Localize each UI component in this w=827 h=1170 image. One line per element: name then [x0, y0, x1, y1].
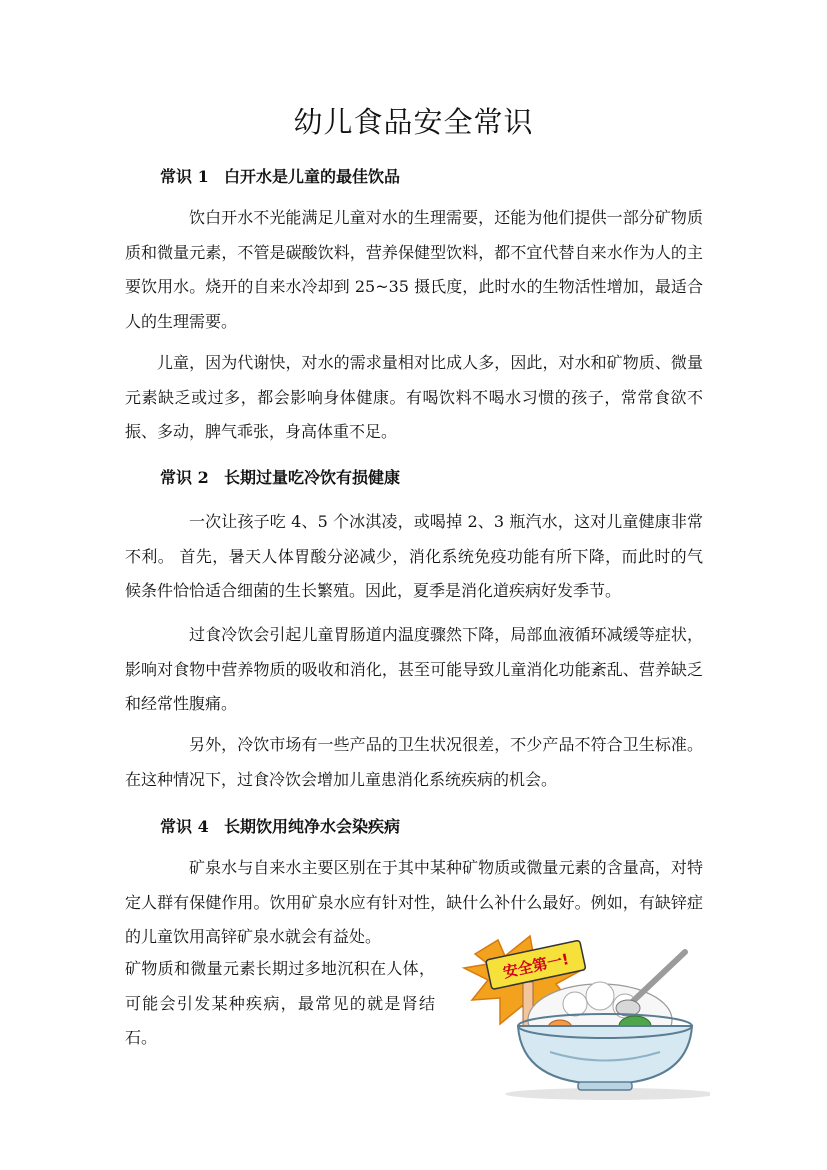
section-title: 长期饮用纯净水会染疾病	[224, 817, 401, 836]
section-title: 白开水是儿童的最佳饮品	[224, 167, 401, 186]
rice-bowl-icon	[460, 934, 710, 1100]
rice-bowl-illustration	[460, 934, 710, 1100]
section-heading-4	[160, 814, 400, 837]
paragraph: 饮白开水不光能满足儿童对水的生理需要，还能为他们提供一部分矿物质质和微量元素，不管是碳酸饮料，营养保健型饮料，都不宜代替自来水作为人的主要饮用水。烧开的自来水冷却到 25~35 摄氏度，此时水的生物活性增加，最适合人的生理需要。	[125, 208, 703, 331]
paragraph: 一次让孩子吃 4、5 个冰淇凌，或喝掉 2、3 瓶汽水，这对儿童健康非常不利。 首先，暑天人体胃酸分泌减少，消化系统免疫功能有所下降，而此时的气候条件恰恰适合细菌的生长繁殖。因此，夏季是消化道疾病好发季节。	[125, 512, 703, 600]
section-number: 常识 4	[160, 817, 209, 836]
paragraph: 矿物质和微量元素长期过多地沉积在人体，可能会引发某种疾病，最常见的就是肾结石。	[125, 959, 435, 1047]
paragraph: 矿泉水与自来水主要区别在于其中某种矿物质或微量元素的含量高，对特定人群有保健作用。饮用矿泉水应有针对性，缺什么补什么最好。例如，有缺锌症的儿童饮用高锌矿泉水就会有益处。	[125, 858, 703, 946]
sign-label: 安全第一!	[501, 950, 571, 982]
paragraph: 儿童，因为代谢快，对水的需求量相对比成人多，因此，对水和矿物质、微量元素缺乏或过多，都会影响身体健康。有喝饮料不喝水习惯的孩子，常常食欲不振、多动，脾气乖张，身高体重不足。	[125, 353, 703, 441]
section-number: 常识 1	[160, 167, 209, 186]
section-number: 常识 2	[160, 468, 209, 487]
paragraph: 过食冷饮会引起儿童胃肠道内温度骤然下降，局部血液循环减缓等症状，影响对食物中营养物质的吸收和消化，甚至可能导致儿童消化功能紊乱、营养缺乏和经常性腹痛。	[125, 625, 703, 713]
section-heading-2	[160, 465, 400, 488]
section-title: 长期过量吃冷饮有损健康	[224, 468, 401, 487]
page-title: 幼儿食品安全常识	[293, 105, 534, 139]
section-heading-1	[160, 164, 400, 187]
paragraph: 另外，冷饮市场有一些产品的卫生状况很差，不少产品不符合卫生标准。在这种情况下，过食冷饮会增加儿童患消化系统疾病的机会。	[125, 735, 703, 789]
